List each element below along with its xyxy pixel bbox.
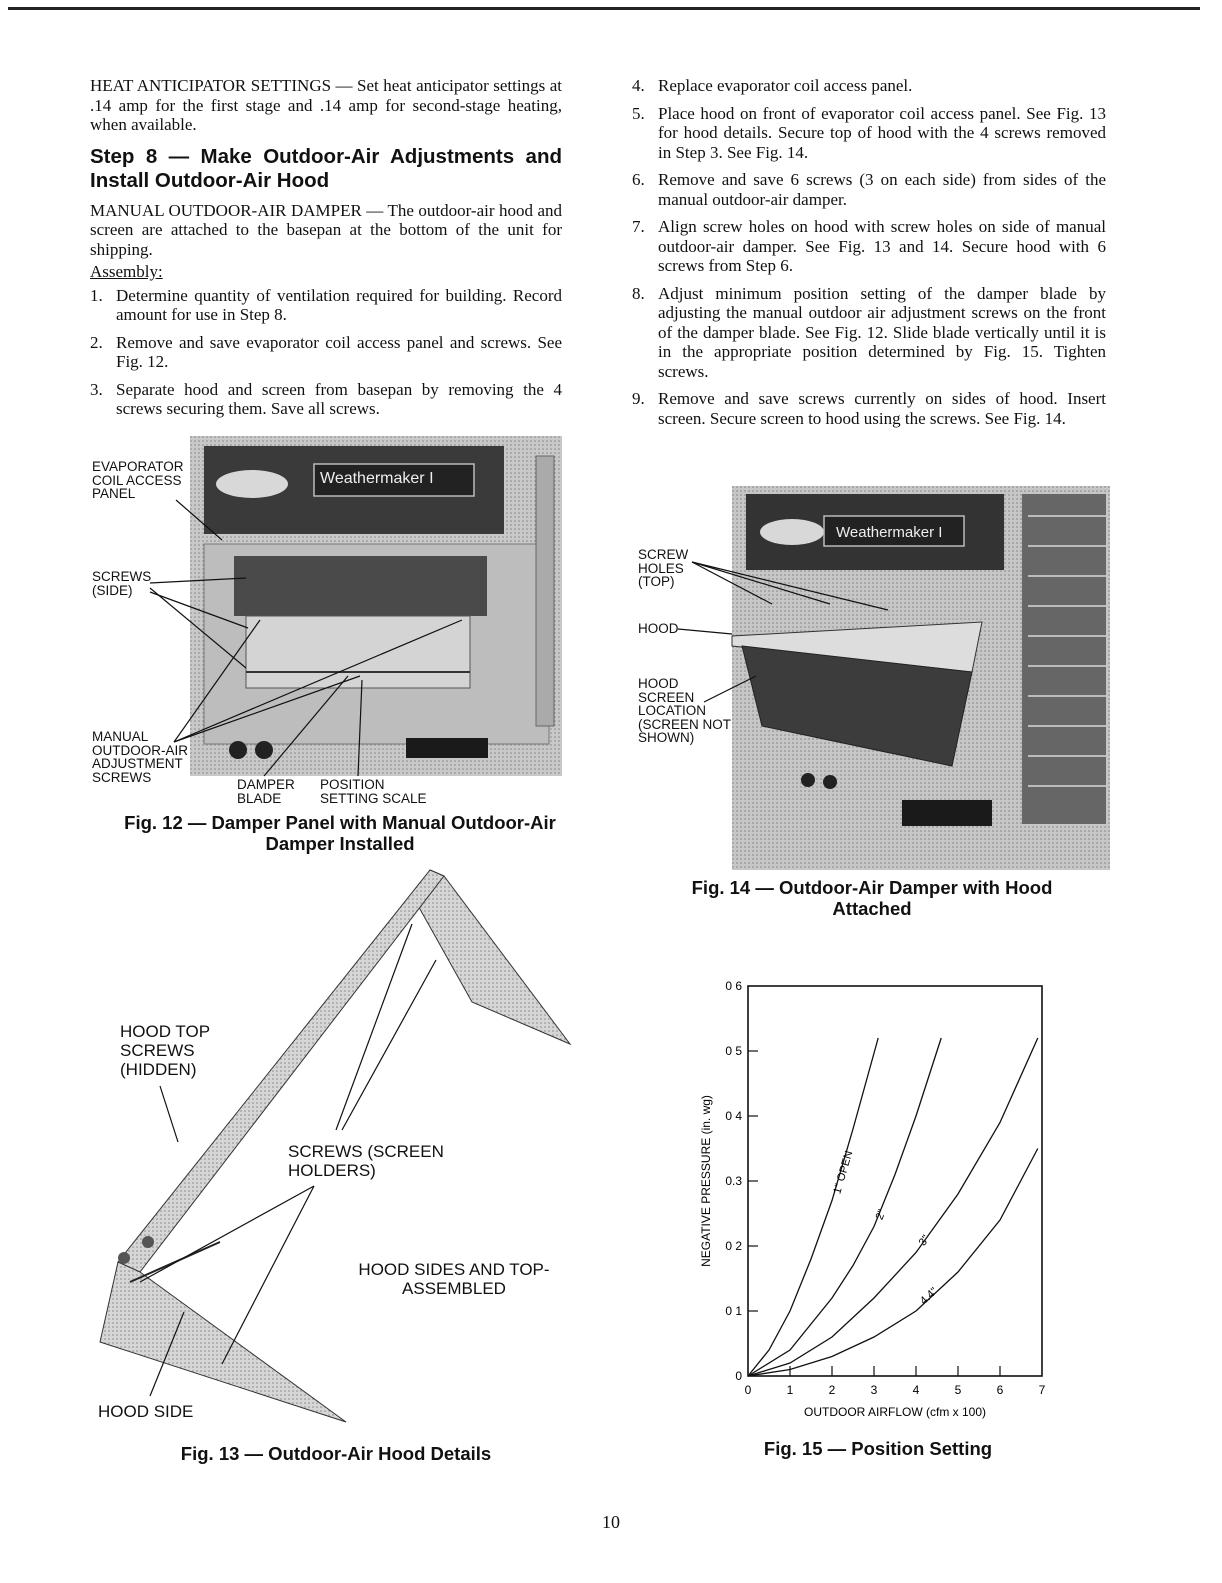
fig13-caption: Fig. 13 — Outdoor-Air Hood Details: [180, 1443, 492, 1464]
fig15-caption: Fig. 15 — Position Setting: [763, 1438, 993, 1459]
x-tick-label: 3: [870, 1383, 878, 1397]
x-tick-label: 0: [744, 1383, 752, 1397]
series-label-2: 3": [916, 1233, 933, 1249]
step-number: 3.: [90, 379, 103, 399]
x-tick-label: 2: [828, 1383, 836, 1397]
y-tick-label: 0 4: [725, 1109, 742, 1123]
y-tick-label: 0 6: [725, 979, 742, 993]
fig13-label-screws: SCREWS (SCREEN HOLDERS): [288, 1142, 444, 1180]
step-text: Remove and save evaporator coil access panel and screws. See Fig. 12.: [116, 332, 562, 371]
step-text: Replace evaporator coil access panel.: [658, 76, 913, 95]
x-tick-label: 5: [954, 1383, 962, 1397]
heat-anticipator-text: — Set heat anticipator settings at .14 amp for the first stage and .14 amp for second-stage heating, when available.: [90, 76, 562, 134]
fig12-caption: Fig. 12 — Damper Panel with Manual Outdoor-Air Damper Installed: [124, 812, 556, 854]
x-tick-label: 6: [996, 1383, 1004, 1397]
damper-title: MANUAL OUTDOOR-AIR DAMPER: [90, 200, 362, 220]
y-axis-label: NEGATIVE PRESSURE (in. wg): [699, 1095, 713, 1267]
fig12-label-scale: POSITION SETTING SCALE: [320, 777, 427, 806]
step-number: 2.: [90, 332, 103, 352]
fig12-label-manual: MANUAL OUTDOOR-AIR ADJUSTMENT SCREWS: [92, 729, 188, 785]
series-line-0: [748, 1038, 878, 1376]
fig12-label-screws: SCREWS (SIDE): [92, 569, 152, 598]
series-label-0: 1" OPEN: [831, 1149, 856, 1196]
fig14-label-screen: HOOD SCREEN LOCATION (SCREEN NOT SHOWN): [638, 676, 731, 745]
step-text: Align screw holes on hood with screw holes on side of manual outdoor-air damper. See Fig. 13 and 14. Secure hood with 6 screws from Step 6.: [658, 217, 1106, 275]
fig12-brand-text: Weathermaker I: [320, 470, 434, 487]
fig12-label-blade: DAMPER BLADE: [237, 777, 295, 806]
series-label-1: 2": [873, 1207, 889, 1222]
series-label-3: 4.4": [917, 1285, 941, 1308]
y-tick-label: 0.3: [725, 1174, 742, 1188]
x-tick-label: 7: [1038, 1383, 1046, 1397]
step-number: 6.: [632, 170, 645, 189]
step-number: 7.: [632, 217, 645, 236]
fig13-label-top-screws: HOOD TOP SCREWS (HIDDEN): [120, 1022, 210, 1079]
step-number: 5.: [632, 103, 645, 123]
step-text: Determine quantity of ventilation required for building. Record amount for use in Step 8.: [116, 285, 562, 324]
chart-frame: [748, 986, 1042, 1376]
step-text: Separate hood and screen from basepan by removing the 4 screws securing them. Save all screws.: [116, 379, 562, 418]
heat-anticipator-title: HEAT ANTICIPATOR SETTINGS: [90, 76, 332, 95]
step-text: Remove and save 6 screws (3 on each side) from sides of the manual outdoor-air damper.: [658, 170, 1106, 209]
step-number: 9.: [632, 389, 645, 408]
fig12-label-evap: EVAPORATOR COIL ACCESS PANEL: [92, 459, 184, 501]
x-axis-label: OUTDOOR AIRFLOW (cfm x 100): [803, 1405, 987, 1419]
y-tick-label: 0 2: [725, 1239, 742, 1253]
fig13-label-assembled: HOOD SIDES AND TOP-ASSEMBLED: [358, 1260, 550, 1298]
step-text: Adjust minimum position setting of the damper blade by adjusting the manual outdoor air adjustment screws on the front of the damper blade. See Fig. 12. Slide blade vertically until it is in the appropriate position determined by Fig. 15. Tighten screws.: [658, 283, 1106, 381]
y-tick-label: 0 5: [725, 1044, 742, 1058]
fig14-label-holes: SCREW HOLES (TOP): [638, 547, 689, 589]
step-number: 4.: [632, 76, 645, 95]
step-text: Remove and save screws currently on sides of hood. Insert screen. Secure screen to hood using the screws. See Fig. 14.: [658, 389, 1106, 428]
step-text: Place hood on front of evaporator coil access panel. See Fig. 13 for hood details. Secure top of hood with the 4 screws removed in Step 3. See Fig. 14.: [658, 103, 1106, 162]
y-tick-label: 0 1: [725, 1304, 742, 1318]
fig15-chart: [690, 970, 1070, 1430]
y-tick-label: 0: [735, 1369, 742, 1383]
series-line-3: [748, 1149, 1038, 1377]
assembly-label: Assembly:: [90, 262, 163, 281]
fig13-label-side: HOOD SIDE: [98, 1402, 194, 1421]
step-number: 1.: [90, 285, 103, 305]
x-tick-label: 4: [912, 1383, 920, 1397]
fig14-brand-text: Weathermaker I: [836, 524, 943, 541]
step-number: 8.: [632, 283, 645, 303]
step-8-heading: Step 8 — Make Outdoor-Air Adjustments and Install Outdoor-Air Hood: [90, 144, 562, 192]
page-number: 10: [602, 1512, 620, 1532]
x-tick-label: 1: [786, 1383, 794, 1397]
fig14-caption: Fig. 14 — Outdoor-Air Damper with Hood Attached: [691, 877, 1053, 919]
damper-text: — The outdoor-air hood and screen are attached to the basepan at the bottom of the unit for shipping.: [90, 200, 562, 259]
fig14-label-hood: HOOD: [638, 621, 679, 636]
